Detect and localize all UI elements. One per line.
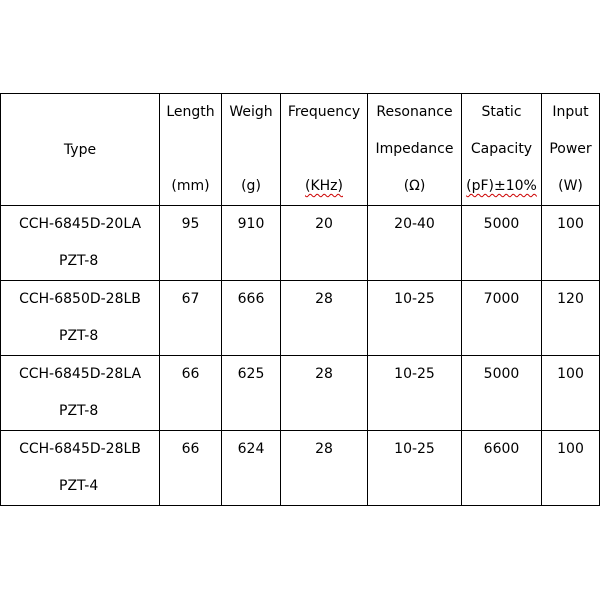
header-resonance-impedance: Resonance Impedance (Ω) xyxy=(368,94,462,206)
header-length: Length (mm) xyxy=(160,94,222,206)
header-type: Type xyxy=(1,94,160,206)
cell-impedance: 10-25 xyxy=(368,356,462,431)
cell-frequency: 28 xyxy=(281,281,368,356)
cell-power: 100 xyxy=(542,206,600,281)
header-static-capacity: Static Capacity (pF)±10% xyxy=(462,94,542,206)
cell-length: 66 xyxy=(160,356,222,431)
cell-type: CCH-6845D-20LA PZT-8 xyxy=(1,206,160,281)
cell-type: CCH-6845D-28LB PZT-4 xyxy=(1,431,160,506)
cell-capacity: 7000 xyxy=(462,281,542,356)
spec-table xyxy=(0,93,600,506)
cell-impedance: 10-25 xyxy=(368,281,462,356)
cell-impedance: 20-40 xyxy=(368,206,462,281)
cell-weigh: 666 xyxy=(222,281,281,356)
cell-type: CCH-6850D-28LB PZT-8 xyxy=(1,281,160,356)
cell-capacity: 5000 xyxy=(462,356,542,431)
cell-weigh: 910 xyxy=(222,206,281,281)
table-row xyxy=(1,356,600,431)
cell-power: 120 xyxy=(542,281,600,356)
table-row xyxy=(1,206,600,281)
table-row xyxy=(1,431,600,506)
header-row xyxy=(1,94,600,206)
cell-length: 95 xyxy=(160,206,222,281)
cell-power: 100 xyxy=(542,431,600,506)
header-weigh: Weigh (g) xyxy=(222,94,281,206)
cell-type: CCH-6845D-28LA PZT-8 xyxy=(1,356,160,431)
cell-weigh: 624 xyxy=(222,431,281,506)
cell-power: 100 xyxy=(542,356,600,431)
cell-capacity: 6600 xyxy=(462,431,542,506)
cell-length: 66 xyxy=(160,431,222,506)
table-row xyxy=(1,281,600,356)
cell-frequency: 28 xyxy=(281,356,368,431)
header-frequency: Frequency (KHz) xyxy=(281,94,368,206)
header-input-power: Input Power (W) xyxy=(542,94,600,206)
cell-weigh: 625 xyxy=(222,356,281,431)
cell-impedance: 10-25 xyxy=(368,431,462,506)
cell-capacity: 5000 xyxy=(462,206,542,281)
cell-frequency: 28 xyxy=(281,431,368,506)
cell-frequency: 20 xyxy=(281,206,368,281)
cell-length: 67 xyxy=(160,281,222,356)
